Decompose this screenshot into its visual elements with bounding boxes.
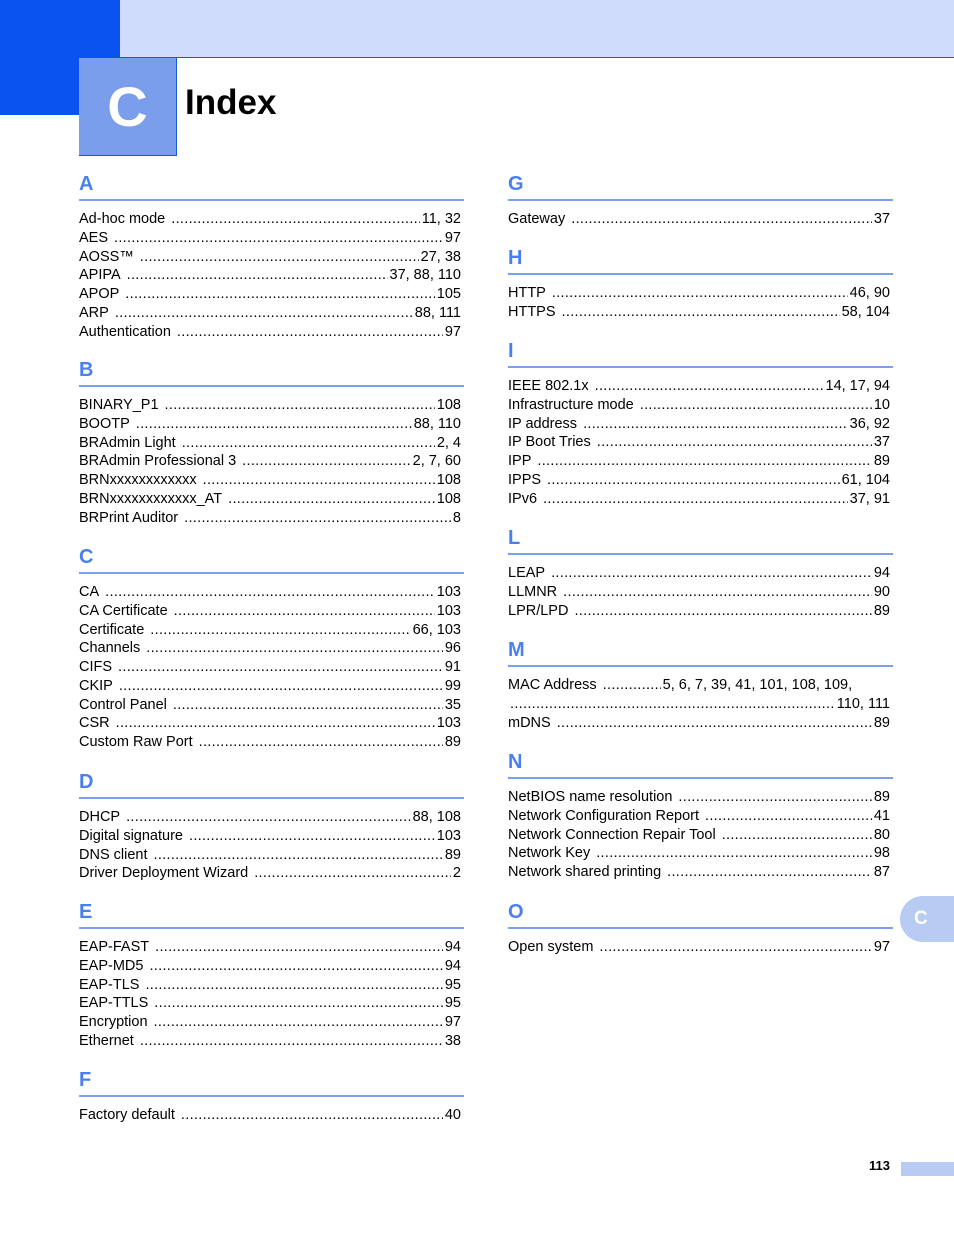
index-entry: [508, 490, 893, 509]
index-term: HTTP: [508, 285, 546, 301]
index-term: Ethernet: [79, 1032, 134, 1049]
dot-leader: [171, 210, 420, 229]
index-term: CIFS: [79, 659, 113, 675]
index-pages: 103: [436, 715, 461, 732]
index-pages: 10: [873, 396, 890, 413]
dot-leader: [562, 303, 840, 322]
index-term: APIPA: [79, 267, 121, 284]
index-pages: 99: [444, 677, 461, 694]
index-entry: [79, 1013, 464, 1032]
index-entry: [79, 808, 464, 827]
index-term: MAC Address: [508, 677, 597, 693]
index-entry: [79, 677, 464, 696]
index-section-b: [79, 358, 464, 527]
index-term: Channels: [79, 640, 141, 657]
index-entry: [508, 807, 893, 826]
dot-leader: [574, 602, 871, 621]
dot-leader: [597, 433, 872, 452]
index-entry: [508, 676, 893, 695]
index-term: LLMNR: [508, 583, 558, 600]
index-section-g: [508, 172, 893, 229]
index-pages: 37, 88, 110: [389, 267, 461, 284]
index-term: Factory default: [79, 1107, 175, 1123]
page-number-bar: [901, 1162, 954, 1176]
index-pages: 38: [444, 1032, 461, 1049]
index-pages: 66, 103: [412, 621, 461, 638]
dot-leader: [189, 827, 435, 846]
index-term: ARP: [79, 304, 109, 321]
index-entry: [79, 509, 464, 528]
section-letter: C: [79, 546, 94, 568]
index-term: AOSS™: [79, 248, 134, 265]
index-section-c: [79, 545, 464, 752]
dot-leader: [140, 248, 419, 267]
index-pages: 89: [444, 846, 461, 863]
index-term: EAP-TLS: [79, 976, 140, 993]
index-pages: 89: [873, 602, 890, 619]
index-entry: [508, 602, 893, 621]
dot-leader: [242, 452, 410, 471]
dot-leader: [154, 846, 443, 865]
index-pages: 90: [873, 583, 890, 600]
index-entry: [79, 1106, 464, 1125]
dot-leader: [145, 976, 442, 995]
section-letter: G: [508, 173, 524, 195]
dot-leader: [203, 471, 435, 490]
section-letter: L: [508, 527, 521, 549]
index-term: IP Boot Tries: [508, 434, 591, 451]
dot-leader: [571, 210, 872, 229]
index-term: BOOTP: [79, 415, 130, 432]
index-entry: [79, 864, 464, 883]
index-pages: 94: [444, 957, 461, 974]
index-term: AES: [79, 229, 109, 246]
section-rule: [79, 572, 464, 574]
section-letter: I: [508, 340, 514, 362]
index-section-d: [79, 770, 464, 883]
index-term: EAP-MD5: [79, 957, 144, 974]
section-rule: [508, 199, 893, 201]
index-entry: [79, 696, 464, 715]
dot-leader: [174, 602, 435, 621]
index-pages: 11, 32: [421, 211, 461, 227]
index-term: IPv6: [508, 490, 538, 507]
index-entry: [79, 583, 464, 602]
index-entry: [508, 415, 893, 434]
index-entry: [79, 304, 464, 323]
index-pages: 89: [873, 714, 890, 731]
index-term: Gateway: [508, 211, 566, 227]
index-term: Certificate: [79, 621, 145, 638]
index-term: LEAP: [508, 565, 546, 581]
index-pages: 108: [436, 472, 461, 488]
index-section-h: [508, 246, 893, 322]
dot-leader: [722, 826, 872, 845]
index-term: CSR: [79, 715, 110, 732]
index-pages: 89: [873, 789, 890, 805]
index-entry: [79, 976, 464, 995]
dot-leader: [640, 396, 872, 415]
dot-leader: [140, 1032, 443, 1051]
index-entry: [79, 415, 464, 434]
index-entry: [508, 788, 893, 807]
index-pages: 108: [436, 397, 461, 413]
index-pages: 58, 104: [841, 303, 890, 320]
index-pages: 103: [436, 827, 461, 844]
index-entry: [79, 490, 464, 509]
dot-leader: [177, 323, 443, 342]
dot-leader: [118, 658, 443, 677]
index-entry: [79, 639, 464, 658]
index-pages: 61, 104: [841, 471, 890, 488]
index-entry: [79, 323, 464, 342]
dot-leader: [182, 434, 435, 453]
index-term: EAP-TTLS: [79, 995, 149, 1012]
section-rule: [79, 199, 464, 201]
index-section-i: [508, 339, 893, 508]
page-number: 113: [869, 1158, 890, 1173]
index-pages: 88, 111: [414, 304, 461, 321]
index-entry: [508, 583, 893, 602]
index-entry: [508, 303, 893, 322]
index-term: Infrastructure mode: [508, 396, 634, 413]
section-letter: A: [79, 173, 94, 195]
index-section-n: [508, 750, 893, 882]
index-pages: 103: [436, 602, 461, 619]
index-term: NetBIOS name resolution: [508, 789, 673, 805]
section-rule: [508, 553, 893, 555]
dot-leader: [563, 583, 872, 602]
section-rule: [79, 927, 464, 929]
index-entry: [79, 210, 464, 229]
index-pages: 103: [436, 584, 461, 600]
index-entry: [79, 621, 464, 640]
dot-leader: [136, 415, 412, 434]
index-pages: 2, 4: [436, 434, 461, 451]
index-section-f: [79, 1068, 464, 1125]
index-pages: 27, 38: [420, 248, 461, 265]
index-term: IP address: [508, 415, 578, 432]
section-letter: N: [508, 751, 523, 773]
chapter-side-tab: C: [900, 896, 954, 942]
index-term: IEEE 802.1x: [508, 378, 589, 394]
dot-leader: [126, 808, 411, 827]
dot-leader: [184, 509, 451, 528]
index-pages: 97: [873, 939, 890, 955]
index-entry: [508, 377, 893, 396]
index-term: CA Certificate: [79, 602, 168, 619]
dot-leader: [543, 490, 848, 509]
index-term: Open system: [508, 939, 594, 955]
dot-leader: [595, 377, 824, 396]
page-title: Index: [185, 83, 277, 122]
index-pages: 96: [444, 640, 461, 657]
index-pages: 2, 7, 60: [412, 453, 461, 470]
index-entry: [508, 826, 893, 845]
index-pages: 40: [444, 1107, 461, 1123]
index-section-o: [508, 900, 893, 957]
index-entry: [79, 957, 464, 976]
dot-leader: [583, 415, 848, 434]
dot-leader: [547, 471, 840, 490]
index-pages: 87: [873, 864, 890, 880]
index-term: HTTPS: [508, 303, 556, 320]
index-entry: [508, 452, 893, 471]
index-entry: [79, 714, 464, 733]
dot-leader: [552, 284, 848, 303]
section-rule: [508, 665, 893, 667]
index-pages: 110, 111: [836, 695, 890, 712]
index-pages: 89: [444, 734, 461, 750]
index-pages: 97: [444, 229, 461, 246]
section-letter: M: [508, 639, 525, 661]
index-entry: [79, 733, 464, 752]
index-entry: [79, 434, 464, 453]
dot-leader: [149, 957, 442, 976]
section-letter: F: [79, 1069, 92, 1091]
index-term: BRNxxxxxxxxxxxx_AT: [79, 490, 223, 507]
index-pages: 94: [873, 565, 890, 581]
dot-leader: [116, 714, 435, 733]
index-section-m: [508, 638, 893, 732]
index-pages: 88, 108: [412, 809, 461, 825]
dot-leader: [228, 490, 435, 509]
header-band: [120, 0, 954, 58]
section-rule: [508, 366, 893, 368]
index-pages: 91: [444, 659, 461, 675]
index-term: CA: [79, 584, 100, 600]
index-term: mDNS: [508, 714, 551, 731]
index-pages: 5, 6, 7, 39, 41, 101, 108, 109,: [662, 677, 853, 693]
index-term: EAP-FAST: [79, 939, 150, 955]
dot-leader: [254, 864, 451, 883]
index-pages: 14, 17, 94: [825, 378, 890, 394]
section-letter: O: [508, 901, 524, 923]
index-term: Digital signature: [79, 827, 183, 844]
dot-leader: [173, 696, 443, 715]
index-pages: 37: [873, 211, 890, 227]
dot-leader: [596, 844, 872, 863]
index-entry: [79, 602, 464, 621]
index-term: Network shared printing: [508, 864, 662, 880]
dot-leader: [115, 304, 413, 323]
section-rule: [508, 927, 893, 929]
section-rule: [79, 385, 464, 387]
dot-leader: [105, 583, 435, 602]
dot-leader: [155, 938, 443, 957]
dot-leader: [146, 639, 443, 658]
dot-leader: [599, 938, 871, 957]
dot-leader: [150, 621, 410, 640]
index-entry: [508, 695, 893, 714]
index-pages: 108: [436, 490, 461, 507]
dot-leader: [181, 1106, 443, 1125]
dot-leader: [557, 714, 872, 733]
index-pages: 36, 92: [849, 415, 890, 432]
index-pages: 46, 90: [849, 285, 890, 301]
chapter-letter: C: [79, 58, 177, 156]
index-term: Control Panel: [79, 696, 167, 713]
section-rule: [79, 797, 464, 799]
dot-leader: [114, 229, 443, 248]
index-entry: [79, 266, 464, 285]
dot-leader: [603, 676, 661, 695]
index-term: DHCP: [79, 809, 121, 825]
index-entry: [79, 471, 464, 490]
index-entry: [508, 396, 893, 415]
index-term: Network Configuration Report: [508, 807, 700, 824]
index-entry: [79, 658, 464, 677]
dot-leader: [125, 285, 435, 304]
index-pages: 95: [444, 976, 461, 993]
index-entry: [508, 938, 893, 957]
index-term: Ad-hoc mode: [79, 211, 166, 227]
index-entry: [79, 827, 464, 846]
index-entry: [508, 714, 893, 733]
index-entry: [508, 863, 893, 882]
index-pages: 80: [873, 826, 890, 843]
index-pages: 8: [452, 509, 461, 526]
index-entry: [79, 229, 464, 248]
index-term: BRAdmin Professional 3: [79, 453, 237, 470]
dot-leader: [678, 788, 871, 807]
index-entry: [508, 471, 893, 490]
index-entry: [508, 564, 893, 583]
index-pages: 37, 91: [849, 490, 890, 507]
dot-leader: [667, 863, 872, 882]
index-term: BRAdmin Light: [79, 434, 176, 451]
index-pages: 94: [444, 939, 461, 955]
index-pages: 35: [444, 696, 461, 713]
index-section-l: [508, 526, 893, 620]
dot-leader: [119, 677, 443, 696]
section-rule: [508, 777, 893, 779]
index-pages: 41: [873, 807, 890, 824]
section-letter: H: [508, 247, 523, 269]
index-entry: [508, 210, 893, 229]
index-term: APOP: [79, 286, 120, 302]
index-pages: 89: [873, 453, 890, 469]
index-entry: [79, 994, 464, 1013]
index-entry: [508, 844, 893, 863]
dot-leader: [551, 564, 872, 583]
dot-leader: [705, 807, 872, 826]
index-pages: 97: [444, 1014, 461, 1030]
section-rule: [79, 1095, 464, 1097]
index-term: Network Connection Repair Tool: [508, 826, 716, 843]
index-entry: [79, 846, 464, 865]
section-letter: B: [79, 359, 94, 381]
index-entry: [508, 433, 893, 452]
index-entry: [79, 396, 464, 415]
index-pages: 37: [873, 434, 890, 451]
index-pages: 88, 110: [413, 415, 461, 432]
dot-leader: [537, 452, 871, 471]
index-entry: [79, 938, 464, 957]
index-term: BRPrint Auditor: [79, 509, 179, 526]
section-letter: E: [79, 901, 93, 923]
index-section-e: [79, 900, 464, 1051]
section-rule: [508, 273, 893, 275]
index-entry: [508, 284, 893, 303]
index-term: Authentication: [79, 323, 171, 340]
index-section-a: [79, 172, 464, 341]
index-term: DNS client: [79, 846, 148, 863]
index-term: IPPS: [508, 471, 542, 488]
index-entry: [79, 452, 464, 471]
index-term: IPP: [508, 453, 532, 469]
index-term: Driver Deployment Wizard: [79, 865, 249, 882]
index-entry: [79, 285, 464, 304]
index-pages: 97: [444, 323, 461, 340]
index-pages: 105: [436, 286, 461, 302]
index-pages: 95: [444, 995, 461, 1012]
dot-leader: [165, 396, 435, 415]
index-term: Encryption: [79, 1014, 148, 1030]
index-term: Custom Raw Port: [79, 734, 193, 750]
dot-leader: [154, 994, 443, 1013]
index-term: Network Key: [508, 845, 591, 862]
header-rule: [120, 57, 954, 58]
index-entry: [79, 1032, 464, 1051]
dot-leader: [154, 1013, 443, 1032]
index-term: LPR/LPD: [508, 602, 569, 619]
index-pages: 2: [452, 865, 461, 882]
index-term: BRNxxxxxxxxxxxx: [79, 472, 197, 488]
section-letter: D: [79, 771, 94, 793]
index-term: CKIP: [79, 677, 113, 694]
index-term: BINARY_P1: [79, 397, 159, 413]
dot-leader: [127, 266, 388, 285]
index-entry: [79, 248, 464, 267]
dot-leader: [199, 733, 443, 752]
dot-leader: [510, 695, 835, 714]
index-pages: 98: [873, 845, 890, 862]
